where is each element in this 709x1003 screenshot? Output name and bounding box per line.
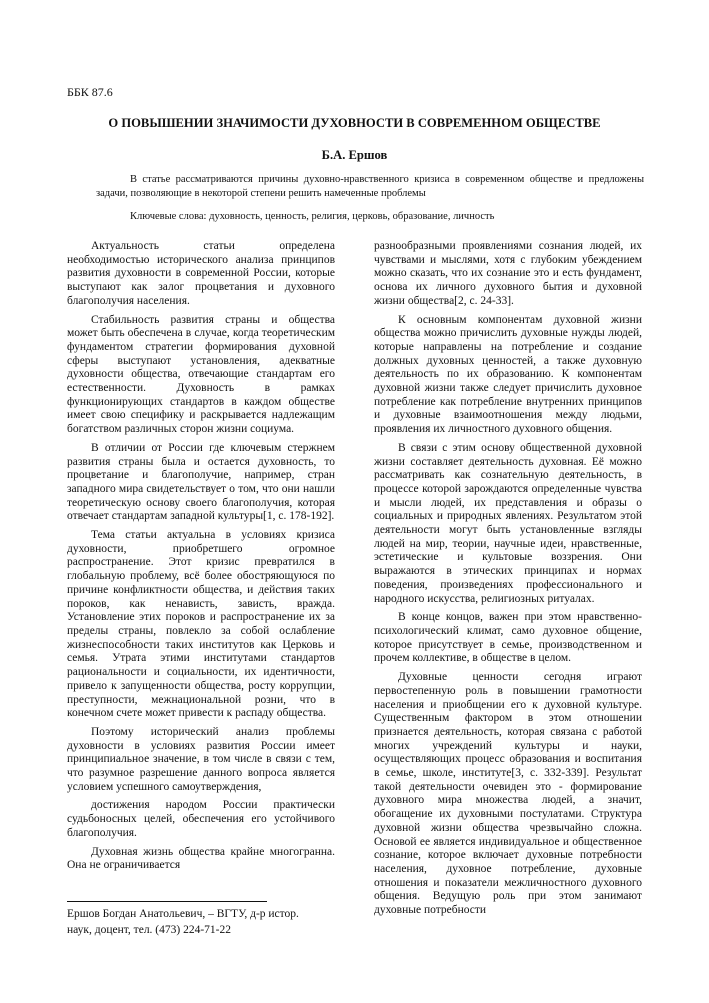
article-title: О ПОВЫШЕНИИ ЗНАЧИМОСТИ ДУХОВНОСТИ В СОВРЕМЕННОМ ОБЩЕСТВЕ xyxy=(108,116,601,130)
keywords: Ключевые слова: духовность, ценность, религия, церковь, образование, личность xyxy=(130,211,495,222)
footnote-line: наук, доцент, тел. (473) 224-71-22 xyxy=(67,924,231,936)
footnote-divider xyxy=(67,901,267,902)
bbk-code: ББК 87.6 xyxy=(67,85,113,99)
paragraph: К основным компонентам духовной жизни общества можно причислить духовные нужды людей, которые направлены на потребление и создание должных духовных ценностей, а также духовную деятельность по их образованию. К компонентам духовной жизни также следует причислить духовное потребление как потребление внутренних принципов и духовные взаимоотношения между людьми, проявления их личностного духовного общения. xyxy=(374,313,642,436)
paragraph: Поэтому исторический анализ проблемы духовности в условиях развития России имеет принципиальное значение, в том числе в связи с тем, что разумное разрешение данного вопроса является условием успешного самоутверждения, xyxy=(67,725,335,793)
paragraph: В конце концов, важен при этом нравственно-психологический климат, само духовное общение, которое присутствует в семье, производственном и прочем коллективе, в обществе в целом. xyxy=(374,611,642,665)
abstract: В статье рассматриваются причины духовно-нравственного кризиса в современном обществе и предложены задачи, позволяющие в некоторой степени решить намеченные проблемы xyxy=(96,174,644,199)
author-footnote xyxy=(67,906,357,938)
paragraph: Тема статьи актуальна в условиях кризиса духовности, приобретшего огромное распространение. Этот кризис превратился в глобальную проблему, всё более обостряющуюся по причине конфликтности общества, и действия таких пороков, как ненависть, зависть, вражда. Установление этих пороков и распространение их за пределы страны, повлекло за собой ослабление жизнеспособности таких институтов как Церковь и семья. Утрата этими институтами стандартов рациональности и социальности, их идентичности, привело к запущенности общества, росту коррупции, преступности, межнациональной розни, что в конечном счете может привести к распаду общества. xyxy=(67,529,335,720)
paragraph-continued: разнообразными проявлениями сознания людей, их чувствами и мыслями, хотя с глубоким убеждением можно сказать, что их сознание это и есть фундамент, основа их личного духовного бытия и духовной жизни общества[2, с. 24-33]. xyxy=(374,240,642,307)
paragraph: Стабильность развития страны и общества может быть обеспечена в случае, когда теоретическим фундаментом стратегии формирования духовной сферы выступают установления, адекватные духовности общества, отвечающие стандартам его естественности. Духовность в рамках функционирующих стандартов в каждом обществе имеет свою специфику и раскрывается надлежащим богатством различных сторон жизни социума. xyxy=(67,313,335,436)
paragraph: В связи с этим основу общественной духовной жизни составляет деятельность духовная. Её можно рассматривать как сознательную деятельность, в процессе которой зарождаются определенные чувства и мысли людей, их представления и образы о социальных и природных явлениях. Результатом этой деятельности могут быть установленные взгляды людей на мир, теории, научные идеи, нравственные, эстетические и культовые воззрения. Они выражаются в этических принципах и нормах поведения, произведениях профессионального и народного искусства, религиозных ритуалах. xyxy=(374,441,642,605)
article-author: Б.А. Ершов xyxy=(321,148,388,162)
paragraph: Актуальность статьи определена необходимостью исторического анализа принципов развития духовности в современной России, которые выступают как залог процветания и духовного благополучия населения. xyxy=(67,240,335,307)
paragraph: Духовные ценности сегодня играют первостепенную роль в повышении грамотности населения и приобщении его к духовной культуре. Существенным фактором в этом отношении признается деятельность, которая связана с работой многих учреждений культуры и науки, осуществляющих процесс образования и воспитания в семье, школе, институте[3, с. 332-339]. Результат такой деятельности очевиден это - формирование духовного мира множества людей, а значит, обогащение их духовными постулатами. Структура духовной жизни общества чрезвычайно сложна. Основой ее является индивидуальное и общественное сознание, которое включает духовные потребности населения, духовное потребление, духовные отношения и показатели межличностного духовного общения. Ведущую роль при этом занимают духовные потребности xyxy=(374,671,642,917)
paragraph: В отличии от России где ключевым стержнем развития страны была и остается духовность, то процветание и благополучие, например, стран западного мира свидетельствует о том, что они нашли теоретическую основу своего благополучия, которая отвечает стандартам западной культуры[1, с. 178-192]. xyxy=(67,441,335,523)
footnote-line: Ершов Богдан Анатольевич, – ВГТУ, д-р истор. xyxy=(67,908,299,920)
right-column xyxy=(374,240,642,923)
left-column xyxy=(67,240,335,878)
paragraph: Духовная жизнь общества крайне многогранна. Она не ограничивается xyxy=(67,845,335,872)
paragraph: достижения народом России практически судьбоносных целей, обеспечения его устойчивого благополучия. xyxy=(67,799,335,839)
